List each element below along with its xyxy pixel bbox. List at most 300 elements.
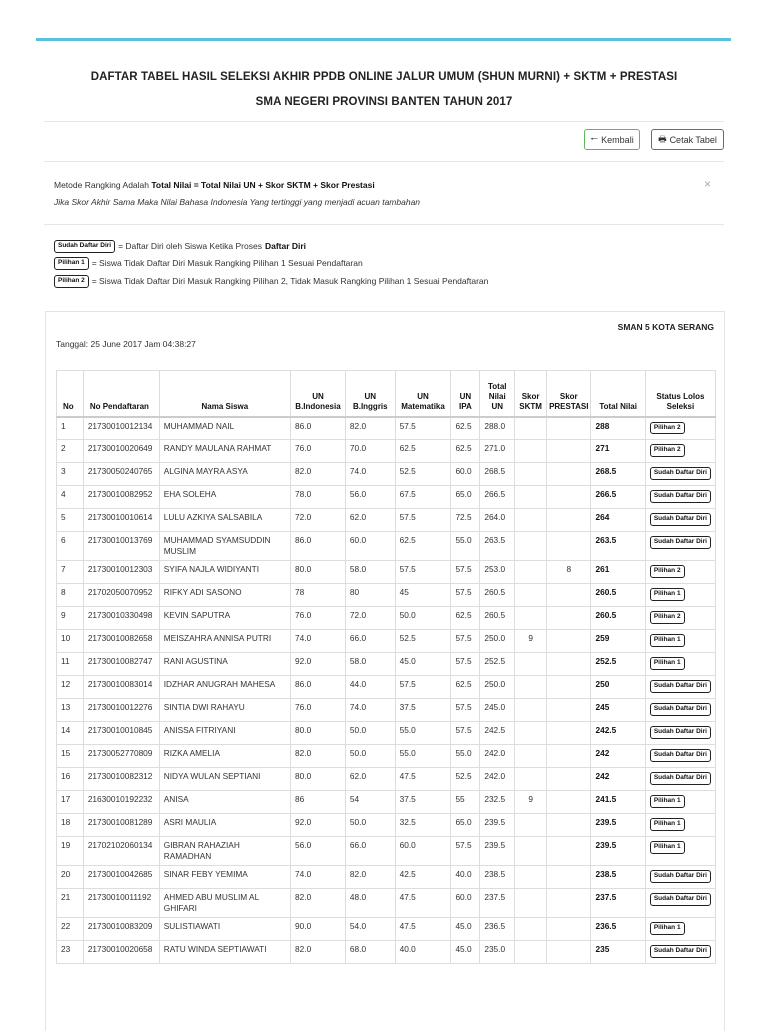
table-cell: MEISZAHRA ANNISA PUTRI bbox=[159, 630, 290, 653]
table-cell bbox=[515, 918, 547, 941]
table-cell: 21730010012303 bbox=[83, 561, 159, 584]
table-cell: 74.0 bbox=[291, 866, 346, 889]
status-badge: Pilihan 1 bbox=[650, 818, 685, 831]
table-row bbox=[57, 791, 716, 814]
table-cell: 1 bbox=[57, 417, 84, 440]
table-cell: 82.0 bbox=[291, 941, 346, 964]
table-cell: 21730010010845 bbox=[83, 722, 159, 745]
table-cell: 44.0 bbox=[345, 676, 395, 699]
table-cell: 245.0 bbox=[480, 699, 515, 722]
table-cell: 60.0 bbox=[451, 463, 480, 486]
status-cell bbox=[645, 440, 715, 463]
table-cell: 20 bbox=[57, 866, 84, 889]
table-cell: 48.0 bbox=[345, 889, 395, 918]
column-header: UN B.Indonesia bbox=[291, 371, 346, 417]
table-cell: 8 bbox=[57, 584, 84, 607]
table-cell: 260.5 bbox=[480, 584, 515, 607]
column-header: Status Lolos Seleksi bbox=[645, 371, 715, 417]
table-cell: 90.0 bbox=[291, 918, 346, 941]
status-badge: Pilihan 2 bbox=[650, 422, 685, 435]
table-cell: 42.5 bbox=[395, 866, 451, 889]
table-cell: 15 bbox=[57, 745, 84, 768]
table-cell bbox=[515, 814, 547, 837]
table-cell: 52.5 bbox=[395, 463, 451, 486]
table-cell bbox=[547, 745, 591, 768]
column-header: Total Nilai bbox=[591, 371, 645, 417]
tie-note-text: Jika Skor Akhir Sama Maka Nilai Bahasa Indonesia Yang tertinggi yang menjadi acuan tambahan bbox=[54, 197, 421, 207]
table-cell: 21730010020658 bbox=[83, 941, 159, 964]
status-cell bbox=[645, 463, 715, 486]
table-body bbox=[57, 417, 716, 964]
table-row bbox=[57, 463, 716, 486]
table-cell bbox=[547, 486, 591, 509]
status-badge: Sudah Daftar Diri bbox=[650, 870, 711, 883]
table-cell: 288.0 bbox=[480, 417, 515, 440]
table-cell: 82.0 bbox=[345, 417, 395, 440]
table-cell: 9 bbox=[515, 791, 547, 814]
table-cell: 8 bbox=[547, 561, 591, 584]
table-cell: 37.5 bbox=[395, 791, 451, 814]
status-cell bbox=[645, 486, 715, 509]
table-cell: 62.5 bbox=[395, 440, 451, 463]
status-badge: Pilihan 2 bbox=[650, 444, 685, 457]
table-cell: 74.0 bbox=[291, 630, 346, 653]
table-cell: 72.0 bbox=[291, 509, 346, 532]
table-cell: 252.5 bbox=[591, 653, 645, 676]
status-cell bbox=[645, 676, 715, 699]
table-cell: 78 bbox=[291, 584, 346, 607]
table-cell: 235 bbox=[591, 941, 645, 964]
table-cell: 242.0 bbox=[480, 768, 515, 791]
status-cell bbox=[645, 607, 715, 630]
table-cell bbox=[515, 486, 547, 509]
table-cell bbox=[547, 837, 591, 866]
table-cell: 55.0 bbox=[451, 745, 480, 768]
table-cell: 57.5 bbox=[395, 417, 451, 440]
table-cell: 80.0 bbox=[291, 768, 346, 791]
table-cell: 252.5 bbox=[480, 653, 515, 676]
status-cell bbox=[645, 561, 715, 584]
table-cell: 92.0 bbox=[291, 653, 346, 676]
table-cell: 264.0 bbox=[480, 509, 515, 532]
table-cell: 47.5 bbox=[395, 889, 451, 918]
table-row bbox=[57, 866, 716, 889]
table-header-row bbox=[57, 371, 716, 417]
table-cell: ANISA bbox=[159, 791, 290, 814]
table-cell: 72.0 bbox=[345, 607, 395, 630]
table-cell: 57.5 bbox=[451, 722, 480, 745]
school-name: SMAN 5 KOTA SERANG bbox=[617, 322, 714, 332]
table-cell: 82.0 bbox=[291, 463, 346, 486]
table-cell: 250.0 bbox=[480, 676, 515, 699]
table-cell: 80.0 bbox=[291, 561, 346, 584]
status-badge: Sudah Daftar Diri bbox=[650, 467, 711, 480]
table-cell: 62.5 bbox=[451, 607, 480, 630]
table-cell: 21730050240765 bbox=[83, 463, 159, 486]
table-cell: 236.5 bbox=[480, 918, 515, 941]
table-cell: 45.0 bbox=[451, 941, 480, 964]
table-row bbox=[57, 722, 716, 745]
status-badge: Sudah Daftar Diri bbox=[650, 536, 711, 549]
legend-item bbox=[54, 275, 488, 288]
legend-item bbox=[54, 240, 306, 253]
status-cell bbox=[645, 768, 715, 791]
table-cell: 7 bbox=[57, 561, 84, 584]
table-cell: 238.5 bbox=[591, 866, 645, 889]
top-accent-rule bbox=[36, 38, 731, 41]
table-cell: 241.5 bbox=[591, 791, 645, 814]
page-subtitle: SMA NEGERI PROVINSI BANTEN TAHUN 2017 bbox=[255, 96, 513, 108]
table-cell: 253.0 bbox=[480, 561, 515, 584]
legend-text: = Siswa Tidak Daftar Diri Masuk Rangking Pilihan 1 Sesuai Pendaftaran bbox=[91, 258, 363, 269]
table-cell: MUHAMMAD NAIL bbox=[159, 417, 290, 440]
table-cell: 92.0 bbox=[291, 814, 346, 837]
status-cell bbox=[645, 722, 715, 745]
table-row bbox=[57, 440, 716, 463]
table-cell: 21730010012134 bbox=[83, 417, 159, 440]
table-cell: 10 bbox=[57, 630, 84, 653]
table-cell: 74.0 bbox=[345, 463, 395, 486]
status-badge: Sudah Daftar Diri bbox=[650, 726, 711, 739]
table-cell bbox=[515, 653, 547, 676]
status-badge: Sudah Daftar Diri bbox=[650, 490, 711, 503]
close-icon[interactable]: × bbox=[704, 177, 712, 191]
table-cell bbox=[515, 440, 547, 463]
table-cell: 12 bbox=[57, 676, 84, 699]
table-row bbox=[57, 561, 716, 584]
table-cell bbox=[547, 584, 591, 607]
table-cell: 60.0 bbox=[451, 889, 480, 918]
column-header: UN B.Inggris bbox=[345, 371, 395, 417]
table-cell bbox=[547, 918, 591, 941]
table-cell bbox=[515, 745, 547, 768]
table-cell: 21702050070952 bbox=[83, 584, 159, 607]
table-cell bbox=[515, 509, 547, 532]
table-cell: ALGINA MAYRA ASYA bbox=[159, 463, 290, 486]
table-cell: 57.5 bbox=[451, 653, 480, 676]
table-cell: 242.0 bbox=[480, 745, 515, 768]
table-cell bbox=[547, 889, 591, 918]
table-cell: GIBRAN RAHAZIAH RAMADHAN bbox=[159, 837, 290, 866]
status-badge: Pilihan 2 bbox=[650, 565, 685, 578]
table-cell: 60.0 bbox=[395, 837, 451, 866]
results-panel bbox=[45, 311, 725, 1031]
table-cell: 271 bbox=[591, 440, 645, 463]
table-cell: 76.0 bbox=[291, 440, 346, 463]
status-badge: Sudah Daftar Diri bbox=[650, 749, 711, 762]
table-cell: 263.5 bbox=[591, 532, 645, 561]
table-cell bbox=[547, 607, 591, 630]
table-cell: 260.5 bbox=[591, 607, 645, 630]
table-cell: LULU AZKIYA SALSABILA bbox=[159, 509, 290, 532]
generated-date: Tanggal: 25 June 2017 Jam 04:38:27 bbox=[56, 339, 196, 349]
table-cell: 5 bbox=[57, 509, 84, 532]
table-row bbox=[57, 653, 716, 676]
table-cell: 55.0 bbox=[451, 532, 480, 561]
legend-text: = Daftar Diri oleh Siswa Ketika Proses bbox=[118, 241, 262, 252]
table-cell: 58.0 bbox=[345, 653, 395, 676]
table-row bbox=[57, 837, 716, 866]
status-cell bbox=[645, 745, 715, 768]
table-cell bbox=[547, 699, 591, 722]
table-cell: EHA SOLEHA bbox=[159, 486, 290, 509]
table-cell: 56.0 bbox=[345, 486, 395, 509]
table-cell: 239.5 bbox=[591, 814, 645, 837]
column-header: Total Nilai UN bbox=[480, 371, 515, 417]
table-cell: RIFKY ADI SASONO bbox=[159, 584, 290, 607]
table-cell: 9 bbox=[515, 630, 547, 653]
status-cell bbox=[645, 584, 715, 607]
table-cell: 18 bbox=[57, 814, 84, 837]
status-cell bbox=[645, 791, 715, 814]
status-badge: Pilihan 1 bbox=[650, 634, 685, 647]
page-title: DAFTAR TABEL HASIL SELEKSI AKHIR PPDB ONLINE JALUR UMUM (SHUN MURNI) + SKTM + PRESTASI bbox=[90, 71, 678, 83]
table-cell bbox=[515, 417, 547, 440]
table-cell: 250.0 bbox=[480, 630, 515, 653]
table-cell bbox=[515, 532, 547, 561]
table-cell bbox=[515, 561, 547, 584]
table-cell: 76.0 bbox=[291, 607, 346, 630]
table-cell: 266.5 bbox=[480, 486, 515, 509]
column-header: UN Matematika bbox=[395, 371, 451, 417]
table-row bbox=[57, 918, 716, 941]
status-cell bbox=[645, 509, 715, 532]
table-cell: 80.0 bbox=[291, 722, 346, 745]
table-cell bbox=[547, 532, 591, 561]
table-cell: 21730010010614 bbox=[83, 509, 159, 532]
table-cell: 52.5 bbox=[451, 768, 480, 791]
table-cell: 70.0 bbox=[345, 440, 395, 463]
table-cell: 50.0 bbox=[345, 722, 395, 745]
table-cell: 57.5 bbox=[451, 630, 480, 653]
status-cell bbox=[645, 814, 715, 837]
table-cell: RIZKA AMELIA bbox=[159, 745, 290, 768]
table-cell: 57.5 bbox=[395, 561, 451, 584]
table-cell: 21730010020649 bbox=[83, 440, 159, 463]
table-cell: 21730010330498 bbox=[83, 607, 159, 630]
status-badge: Pilihan 2 bbox=[54, 275, 89, 288]
table-cell: 242 bbox=[591, 745, 645, 768]
table-cell bbox=[515, 768, 547, 791]
table-cell: 268.5 bbox=[480, 463, 515, 486]
table-cell: 9 bbox=[57, 607, 84, 630]
status-cell bbox=[645, 630, 715, 653]
table-cell: 62.5 bbox=[451, 676, 480, 699]
back-button[interactable] bbox=[584, 129, 640, 150]
table-cell bbox=[547, 722, 591, 745]
status-cell bbox=[645, 918, 715, 941]
ranking-method-note bbox=[54, 180, 375, 190]
divider bbox=[44, 224, 724, 225]
divider bbox=[44, 121, 724, 122]
status-badge: Sudah Daftar Diri bbox=[650, 893, 711, 906]
table-cell bbox=[547, 653, 591, 676]
table-cell bbox=[547, 941, 591, 964]
column-header: No Pendaftaran bbox=[83, 371, 159, 417]
table-row bbox=[57, 699, 716, 722]
status-badge: Pilihan 1 bbox=[650, 922, 685, 935]
status-badge: Pilihan 1 bbox=[54, 257, 89, 270]
table-cell: 66.0 bbox=[345, 837, 395, 866]
print-button[interactable] bbox=[651, 129, 724, 150]
table-cell: 21730010082658 bbox=[83, 630, 159, 653]
table-cell: 21730010083209 bbox=[83, 918, 159, 941]
legend-text: = Siswa Tidak Daftar Diri Masuk Rangking Pilihan 2, Tidak Masuk Rangking Pilihan 1 Sesuai Pendaftaran bbox=[91, 276, 489, 287]
table-cell: 11 bbox=[57, 653, 84, 676]
table-cell: 86.0 bbox=[291, 417, 346, 440]
status-badge: Pilihan 2 bbox=[650, 611, 685, 624]
status-badge: Sudah Daftar Diri bbox=[650, 513, 711, 526]
table-cell: 57.5 bbox=[451, 561, 480, 584]
table-cell bbox=[547, 417, 591, 440]
table-cell bbox=[515, 676, 547, 699]
table-row bbox=[57, 417, 716, 440]
table-cell: 21730010042685 bbox=[83, 866, 159, 889]
table-cell: 82.0 bbox=[345, 866, 395, 889]
table-cell bbox=[515, 463, 547, 486]
table-cell: 250 bbox=[591, 676, 645, 699]
table-cell: 236.5 bbox=[591, 918, 645, 941]
table-cell: 47.5 bbox=[395, 768, 451, 791]
table-cell: 62.5 bbox=[451, 440, 480, 463]
table-cell: 65.0 bbox=[451, 814, 480, 837]
table-cell: 242 bbox=[591, 768, 645, 791]
method-formula: Total Nilai = Total Nilai UN + Skor SKTM + Skor Prestasi bbox=[151, 180, 375, 190]
table-cell: IDZHAR ANUGRAH MAHESA bbox=[159, 676, 290, 699]
table-cell: 57.5 bbox=[451, 584, 480, 607]
legend-strong: Daftar Diri bbox=[264, 241, 307, 252]
table-cell: 57.5 bbox=[395, 509, 451, 532]
table-cell: 288 bbox=[591, 417, 645, 440]
status-badge: Sudah Daftar Diri bbox=[54, 240, 115, 253]
table-cell: 259 bbox=[591, 630, 645, 653]
table-cell: 86.0 bbox=[291, 532, 346, 561]
table-cell: 55 bbox=[451, 791, 480, 814]
table-cell: 21730010013769 bbox=[83, 532, 159, 561]
table-cell: 78.0 bbox=[291, 486, 346, 509]
table-row bbox=[57, 532, 716, 561]
table-cell: 16 bbox=[57, 768, 84, 791]
table-cell: ANISSA FITRIYANI bbox=[159, 722, 290, 745]
table-cell: 238.5 bbox=[480, 866, 515, 889]
table-cell: RANI AGUSTINA bbox=[159, 653, 290, 676]
table-cell: 72.5 bbox=[451, 509, 480, 532]
table-cell: 21730052770809 bbox=[83, 745, 159, 768]
table-cell: 3 bbox=[57, 463, 84, 486]
table-cell: 55.0 bbox=[395, 745, 451, 768]
table-row bbox=[57, 889, 716, 918]
table-row bbox=[57, 584, 716, 607]
table-cell: 23 bbox=[57, 941, 84, 964]
table-cell bbox=[515, 866, 547, 889]
tie-break-note bbox=[54, 197, 420, 207]
table-cell: 21 bbox=[57, 889, 84, 918]
table-cell: 21730010082747 bbox=[83, 653, 159, 676]
table-cell: 50.0 bbox=[345, 814, 395, 837]
table-cell: 237.5 bbox=[480, 889, 515, 918]
table-row bbox=[57, 509, 716, 532]
table-cell: 232.5 bbox=[480, 791, 515, 814]
table-cell: 40.0 bbox=[451, 866, 480, 889]
column-header: Skor SKTM bbox=[515, 371, 547, 417]
table-cell: 68.0 bbox=[345, 941, 395, 964]
table-cell: 19 bbox=[57, 837, 84, 866]
legend-item bbox=[54, 257, 363, 270]
table-cell: SINTIA DWI RAHAYU bbox=[159, 699, 290, 722]
status-badge: Pilihan 1 bbox=[650, 795, 685, 808]
status-badge: Pilihan 1 bbox=[650, 657, 685, 670]
table-cell: AHMED ABU MUSLIM AL GHIFARI bbox=[159, 889, 290, 918]
status-badge: Sudah Daftar Diri bbox=[650, 772, 711, 785]
table-cell: 239.5 bbox=[480, 814, 515, 837]
table-cell: 82.0 bbox=[291, 889, 346, 918]
status-cell bbox=[645, 653, 715, 676]
table-cell: 45.0 bbox=[451, 918, 480, 941]
table-cell: 13 bbox=[57, 699, 84, 722]
table-cell: 14 bbox=[57, 722, 84, 745]
table-cell: 52.5 bbox=[395, 630, 451, 653]
print-button-label: Cetak Tabel bbox=[669, 134, 717, 145]
table-cell: 235.0 bbox=[480, 941, 515, 964]
table-cell: 21730010082312 bbox=[83, 768, 159, 791]
table-cell: 82.0 bbox=[291, 745, 346, 768]
table-cell: ASRI MAULIA bbox=[159, 814, 290, 837]
status-cell bbox=[645, 837, 715, 866]
status-cell bbox=[645, 417, 715, 440]
table-row bbox=[57, 941, 716, 964]
table-cell: 76.0 bbox=[291, 699, 346, 722]
status-cell bbox=[645, 941, 715, 964]
table-cell: 4 bbox=[57, 486, 84, 509]
table-cell: 242.5 bbox=[591, 722, 645, 745]
table-cell bbox=[547, 440, 591, 463]
table-row bbox=[57, 768, 716, 791]
table-cell: MUHAMMAD SYAMSUDDIN MUSLIM bbox=[159, 532, 290, 561]
table-cell: 80 bbox=[345, 584, 395, 607]
table-cell: 54 bbox=[345, 791, 395, 814]
table-cell: 47.5 bbox=[395, 918, 451, 941]
table-row bbox=[57, 630, 716, 653]
table-row bbox=[57, 676, 716, 699]
status-cell bbox=[645, 866, 715, 889]
table-cell: 32.5 bbox=[395, 814, 451, 837]
print-icon: 🖶 bbox=[658, 133, 667, 144]
table-cell: 50.0 bbox=[345, 745, 395, 768]
table-cell: 21630010192232 bbox=[83, 791, 159, 814]
table-cell: 264 bbox=[591, 509, 645, 532]
table-cell: 271.0 bbox=[480, 440, 515, 463]
table-cell: 56.0 bbox=[291, 837, 346, 866]
table-cell bbox=[547, 676, 591, 699]
table-row bbox=[57, 814, 716, 837]
table-cell: 67.5 bbox=[395, 486, 451, 509]
table-cell: 45.0 bbox=[395, 653, 451, 676]
divider bbox=[44, 161, 724, 162]
table-cell: 239.5 bbox=[591, 837, 645, 866]
table-cell bbox=[515, 699, 547, 722]
table-cell: 74.0 bbox=[345, 699, 395, 722]
method-prefix: Metode Rangking Adalah bbox=[54, 180, 152, 190]
table-cell: 62.0 bbox=[345, 509, 395, 532]
table-cell: 21730010012276 bbox=[83, 699, 159, 722]
table-cell: 17 bbox=[57, 791, 84, 814]
table-cell: 57.5 bbox=[451, 837, 480, 866]
table-cell bbox=[547, 509, 591, 532]
table-row bbox=[57, 607, 716, 630]
table-cell: 261 bbox=[591, 561, 645, 584]
table-cell bbox=[515, 722, 547, 745]
table-cell: NIDYA WULAN SEPTIANI bbox=[159, 768, 290, 791]
